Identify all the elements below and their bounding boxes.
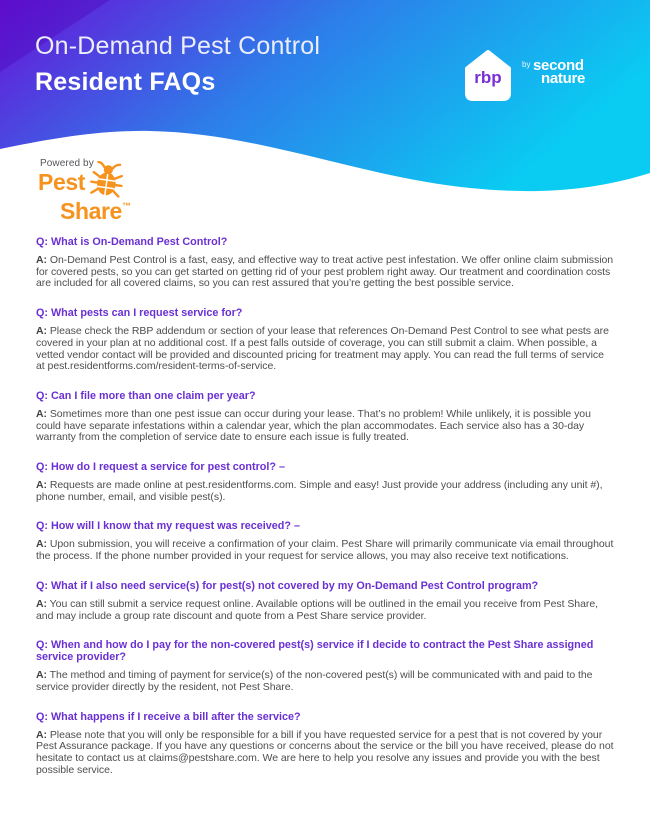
faq-answer [36, 730, 614, 777]
answer-prefix: A: [36, 254, 47, 266]
hero-titles [35, 31, 320, 97]
faq-answer [36, 599, 614, 622]
answer-text: Please check the RBP addendum or section of your lease that references On-Demand Pest Control to see what pests are covered in your plan at no additional cost. If a pest falls outside of coverage, you can still submit a claim. When possible, a vetted vendor contact will be provided and discounted pricing for treatment may apply. You can read the full terms of service at pest.residentforms.com/resident-terms-of-service. [36, 325, 609, 373]
faq-item [36, 461, 614, 503]
trademark-symbol: ™ [121, 201, 131, 211]
by-label: by [522, 60, 531, 69]
answer-prefix: A: [36, 597, 47, 610]
faq-question: Q: What pests can I request service for? [36, 307, 243, 320]
faq-question: Q: Can I file more than one claim per year? [36, 389, 256, 402]
faq-question: Q: What is On-Demand Pest Control? [36, 236, 228, 248]
answer-prefix: A: [36, 325, 47, 338]
pest-wordmark: Pest [38, 169, 85, 195]
pestshare-word-row2 [60, 194, 178, 227]
brand-word-second: second [533, 57, 584, 74]
pestshare-logo [38, 158, 178, 227]
faq-list [0, 215, 650, 776]
faq-item [36, 711, 614, 777]
answer-prefix: A: [36, 728, 47, 741]
share-wordmark: Share [60, 198, 122, 224]
answer-prefix: A: [36, 479, 47, 492]
faq-item [36, 580, 614, 622]
faq-item [36, 236, 614, 290]
faq-item [36, 520, 614, 562]
powered-by-label: Powered by [40, 158, 94, 169]
faq-item [36, 639, 614, 693]
answer-prefix: A: [36, 669, 47, 682]
faq-answer [36, 539, 614, 562]
rbp-logo [459, 44, 517, 106]
answer-prefix: A: [36, 538, 47, 551]
answer-text: On-Demand Pest Control is a fast, easy, and effective way to treat active pest infestation. We offer online claim submission for covered pests, so you can get started on getting rid of your pest problem right away. Our treatment and coordination costs are included for all covered claims, so you can rest assured that you’re getting the best possible service. [36, 254, 614, 290]
faq-question: Q: When and how do I pay for the non-covered pest(s) service if I decide to contract the Pest Share assigned service provider? [36, 639, 594, 664]
page-subtitle: Resident FAQs [35, 68, 216, 96]
faq-question: Q: What happens if I receive a bill after the service? [36, 710, 301, 723]
brand-word-nature: nature [541, 70, 586, 87]
faq-question: Q: How do I request a service for pest control? – [36, 461, 285, 474]
answer-text: Please note that you will only be responsible for a bill if you have requested service for a pest that is not covered by your Pest Assurance package. If you have any questions or concerns about the service or the bill you have received, please do not hesitate to contact us at claims@pestshare.com. We are here to help you resolve any issues and provide you with the best possible service. [36, 728, 614, 776]
faq-item [36, 307, 614, 373]
answer-text: You can still submit a service request online. Available options will be outlined in the email you receive from Pest Share, and may include a group rate discount and quote from a Pest Share service provider. [36, 597, 598, 622]
answer-prefix: A: [36, 407, 47, 420]
faq-answer [36, 480, 614, 503]
faq-question: Q: What if I also need service(s) for pest(s) not covered by my On-Demand Pest Control program? [36, 579, 539, 592]
faq-item [36, 390, 614, 444]
faq-answer [36, 326, 614, 373]
answer-text: Sometimes more than one pest issue can occur during your lease. That’s no problem! While unlikely, it is possible you could have separate infestations within a calendar year, which the plan accommodates. Each service also has a 30-day warranty from the completion of service date to ensure each issue is fully treated. [36, 407, 591, 444]
faq-answer [36, 255, 614, 290]
faq-question: Q: How will I know that my request was received? – [36, 520, 300, 533]
second-nature-logo [522, 57, 602, 91]
answer-text: Requests are made online at pest.residentforms.com. Simple and easy! Just provide your address (including any unit #), phone number, email, and visible pest(s). [36, 479, 603, 503]
page-title: On-Demand Pest Control [35, 32, 321, 60]
faq-answer [36, 670, 614, 693]
answer-text: The method and timing of payment for service(s) of the non-covered pest(s) will be communicated with and paid to the service provider directly by the resident, not Pest Share. [36, 669, 593, 693]
answer-text: Upon submission, you will receive a confirmation of your claim. Pest Share will primarily communicate via email throughout the process. If the phone number provided in your request for service allows, you may also receive text notifications. [36, 538, 614, 563]
beetle-icon [90, 161, 124, 198]
rbp-label: rbp [474, 68, 502, 87]
faq-answer [36, 409, 614, 444]
